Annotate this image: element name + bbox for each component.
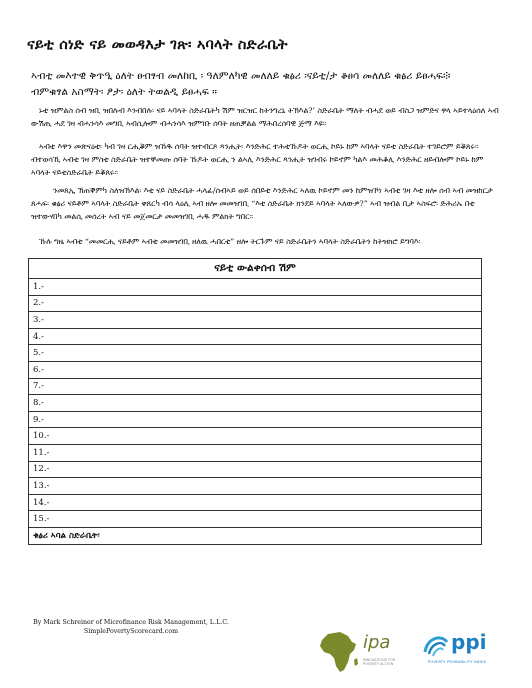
paragraph-text: ኣብቲ እዋን መጽናዕቲ፡ ካብ ገዛ ርሒቖም ዝኸዱ ሰባት ዝተብርጾ ጻንሒት፡ እንድሕር ተሕቲኹዶት ወርሒ ኮይኑ ከም ኣባላት ናይቲ ስድራቤት ተገይሮም ይቖጸሩ፡፡ ብተወሳኺ ኣብቲ ገዛ ምስቲ ስድራቤት ዝተቐመጡ ሰባት ኹዶት ወርሒ ን ልኣሊ እንድሕር ጻንሒት ዝገብሩ ኮይኖም ካልእ መሕቆሊ እንድሕር ዘይብሎም ኮይኑ ከም ኣባላት ናይቲስድራቤት ይቖጸሩ፡፡ [31,142,484,177]
table-row[interactable]: 11.- [29,444,482,461]
table-row[interactable]: 1.- [29,279,482,296]
table-row[interactable]: 10.- [29,428,482,445]
paragraph-text: ኑቲ ዝምልስ ሰብ ዝቢ ዝበሉብ እንብበሉ፡ ናይ ኣባላት ስድራቤትካ ሽም ዝርዝር ከትንግረኒ ትኽእል?’ ስድራቤት ማለት ብሓደ ወይ ብስጋ ዝምድና ዋላ ኣይተላዕሰለ ኣብ ውሽጢ ሓደ ገዛ ብሓንሳእ መግቢ ኣብሲሎም ብሓንሳእ ዝምገቡ ሰባት ዘጠቓልል ማሕበረሰባዊ ጅማ እዩ፡፡ [31,106,499,128]
reminder-paragraph [31,235,501,248]
table-row[interactable]: 15.- [29,511,482,528]
absence-paragraph [31,140,501,179]
africa-map-icon [318,630,360,674]
paragraph-text: ኹሉ ግዜ ኣብቲ “መመርሒ ናይቶም ኣብቲ መመዝገቢ ዘለዉ ሓበርቲ” ዘሎ ትርጉም ናይ ስድራቤትን ኣባላት ስድራቤትን ከትዝክሮ ይግባእ፡ [39,237,421,246]
table-row[interactable]: 5.- [29,345,482,362]
instruction-line: ኣብቲ መእተዊ ቅጥዒ ዕለት ፀብፃብ መለከቢ ፡ ዓለምለካዊ መለለይ ቁፅሪ ፡ናይቲ/ታ ቆፀሳ መለለይ ቁፅሪ ይፀሓፍ፨ [31,70,451,82]
table-row[interactable]: 8.- [29,395,482,412]
paragraph-text: ንመጸኢ ኽጠቕምካ ስለዝኽእል፡ እቲ ናይ ስድራቤት ሓላፊ/ሰብኣይ ወይ ሰበይቲ እንድሕር ኣለዉ ኮይኖም መን ከምዝኾነ ኣብቲ ገዛ እቲ ዘሎ ሰብ ኣብ መዝከርታ ጸሓፍ፡ ቁፅሪ ናይቶም ኣባላት ስድራቤት ቀጸርካ ብሳ ላዕሊ ኣብ ዘሎ መመዝገቢ “እቲ ስድራቤት ክንደይ ኣባላት ኣለውዎ?” ኣብ ዝብል ቢታ ኣስፍሮ፡ ድሕሪኡ በቲ ዝተውሃበካ መልሲ መሰረት ኣብ ናይ መጀመርታ መመዝገቢ ሓዱ ምልክት ግበር፡፡ [31,186,493,221]
page-title: ናይቲ ሰነድ ናይ መወዳእታ ገጽ፡ ኣባላት ስድራቤት [27,36,288,53]
table-row[interactable]: 6.- [29,361,482,378]
ppi-logo: ppi [451,630,487,654]
household-size-total[interactable]: ቁፅሪ ኣባል ስድራቤት፡ [29,527,482,544]
table-row[interactable]: 7.- [29,378,482,395]
website-link[interactable]: SimplePovertyScorecard.com [83,628,179,635]
logo-strip [318,628,518,678]
instruction-lines [31,68,501,100]
household-roster-table [28,258,482,545]
table-row[interactable]: 12.- [29,461,482,478]
author-credit [31,618,231,636]
instruction-line: ብምቁፃል አስማት፡ ፆታ፡ ዕለት ትወልዲ ይፀሓፍ ። [31,86,218,98]
ipa-tagline: INNOVATIONS FOR POVERTY ACTION [363,658,396,666]
ipa-logo: ipa [363,632,391,653]
table-row[interactable]: 4.- [29,328,482,345]
ppi-swirl-icon [421,630,449,658]
definition-paragraph [31,104,501,130]
table-row[interactable]: 14.- [29,494,482,511]
credit-text: By Mark Schreiner of Microfinance Risk Management, L.L.C. [33,619,229,626]
ppi-tagline: POVERTY PROBABILITY INDEX [428,660,487,664]
table-row[interactable]: 9.- [29,411,482,428]
table-header: ናይቲ ውልቀሰብ ሽም [29,259,482,279]
table-row[interactable]: 3.- [29,312,482,329]
table-row[interactable]: 2.- [29,295,482,312]
head-paragraph [31,184,501,223]
table-row[interactable]: 13.- [29,478,482,495]
